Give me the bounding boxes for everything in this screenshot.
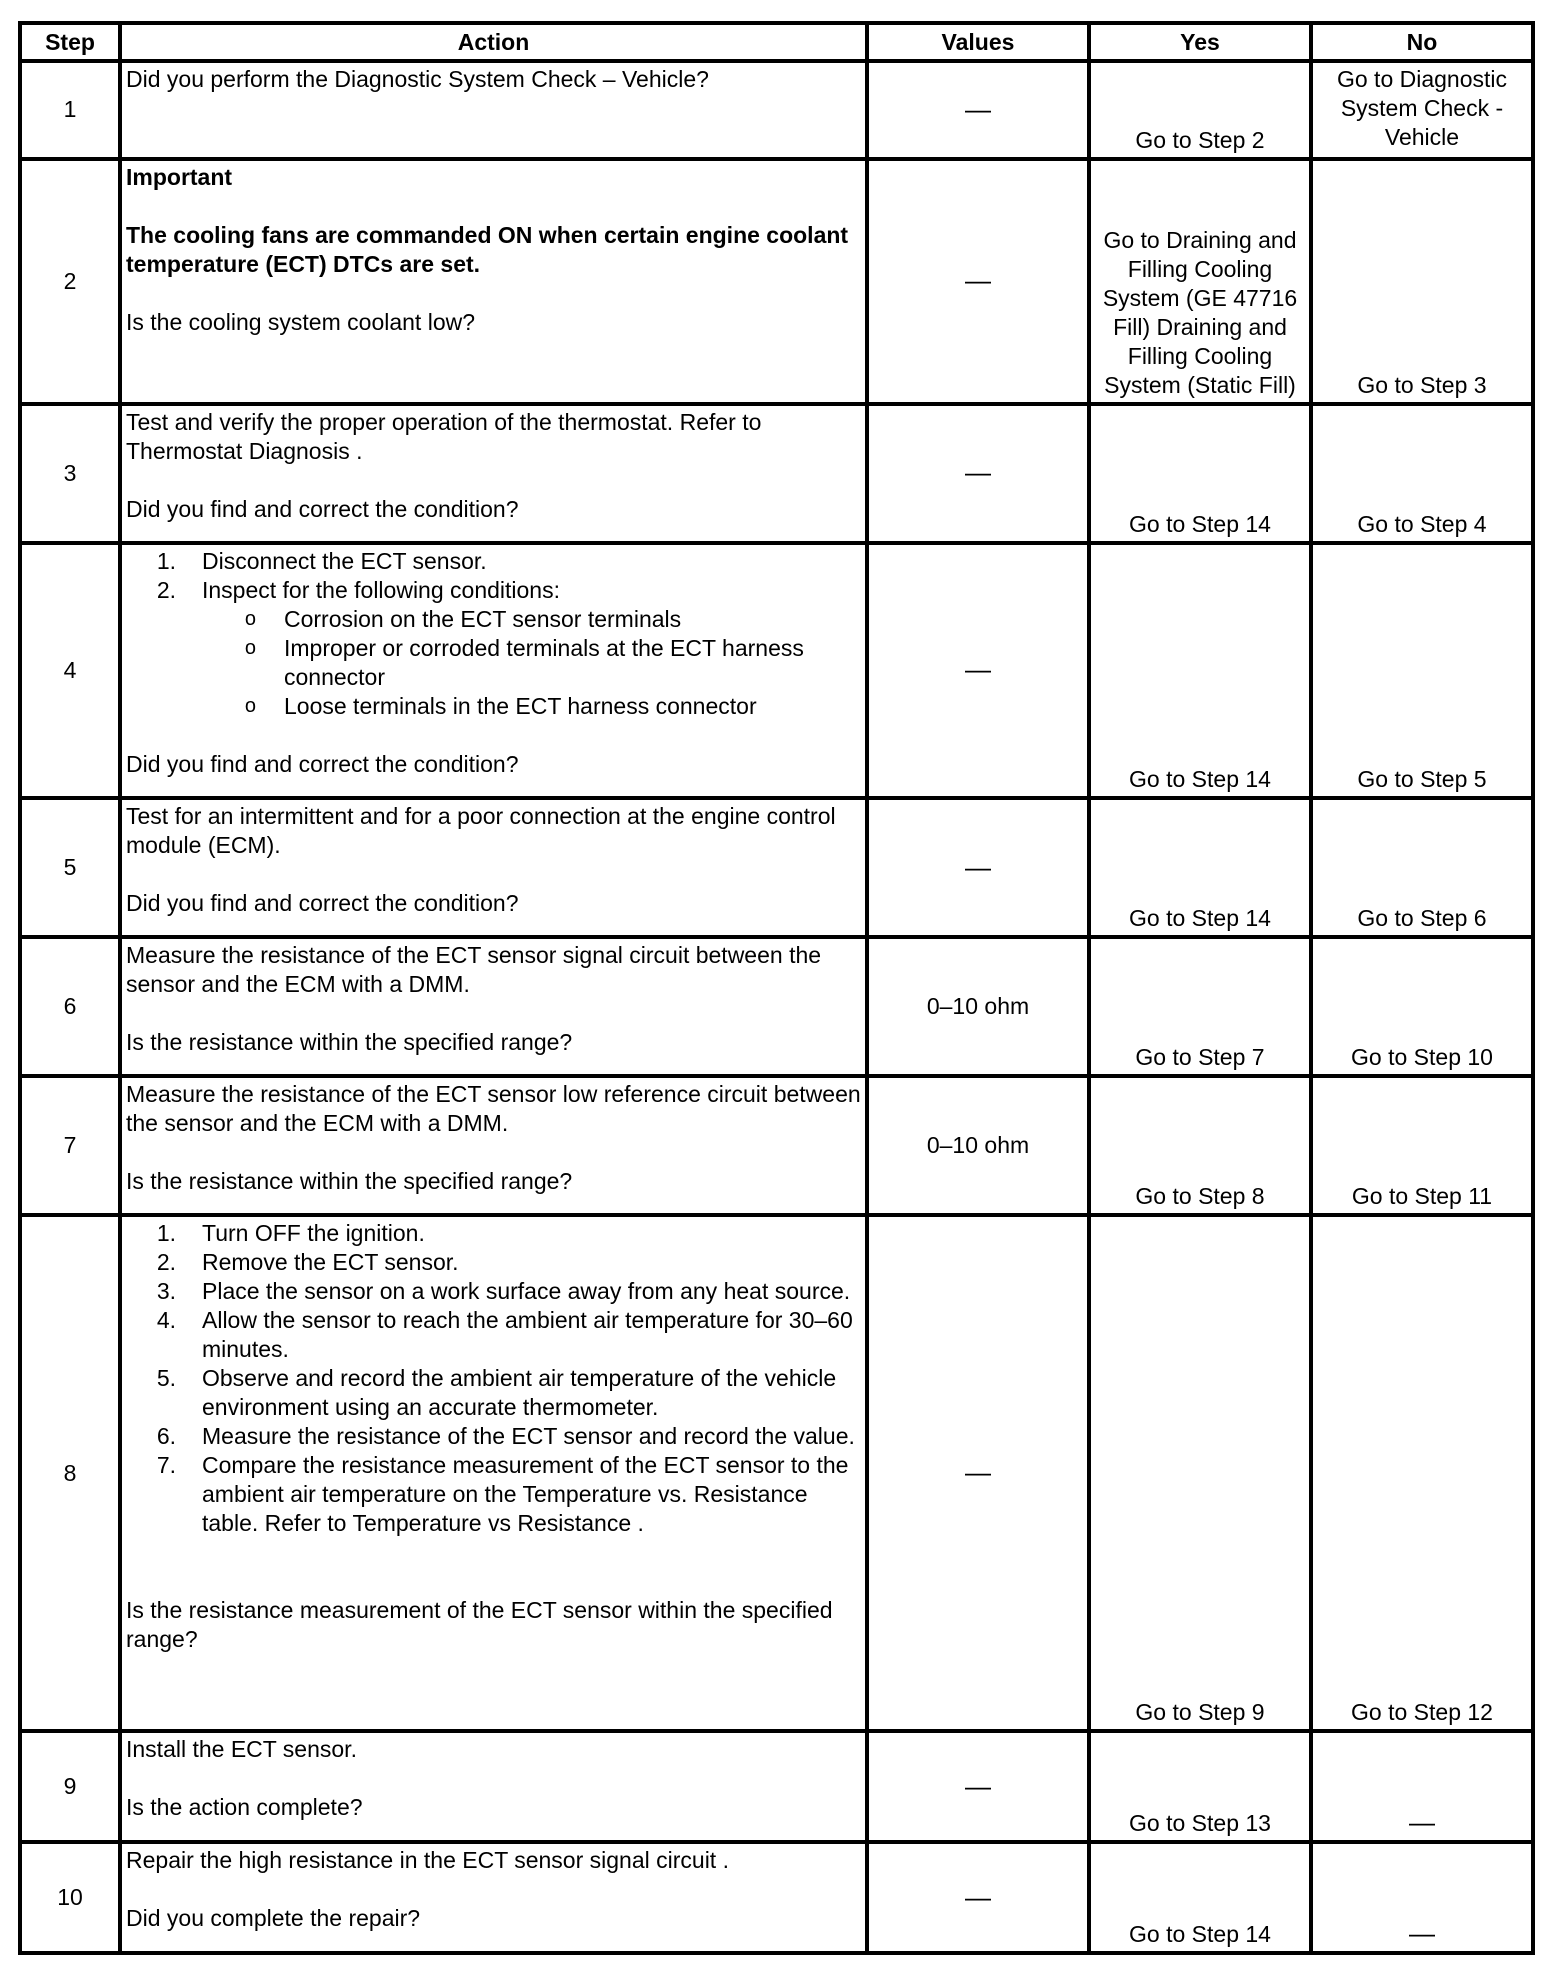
action-cell [120, 159, 867, 404]
step-number: 6 [20, 937, 120, 1076]
action-question: Did you find and correct the condition? [126, 495, 519, 522]
no-cell: Go to Step 10 [1311, 937, 1533, 1076]
yes-cell: Go to Step 13 [1089, 1731, 1311, 1842]
table-row [20, 1842, 1533, 1953]
action-cell [120, 1215, 867, 1731]
step-number: 7 [20, 1076, 120, 1215]
table-row [20, 1215, 1533, 1731]
action-text: Test and verify the proper operation of the thermostat. Refer to Thermostat Diagnosis . [126, 408, 762, 464]
action-cell [120, 404, 867, 543]
no-dash: — [1409, 1807, 1435, 1838]
step-number: 9 [20, 1731, 120, 1842]
yes-cell: Go to Step 8 [1089, 1076, 1311, 1215]
action-cell [120, 1731, 867, 1842]
numbered-list [126, 547, 861, 605]
table-row [20, 404, 1533, 543]
header-step: Step [20, 23, 120, 61]
no-cell [1311, 1842, 1533, 1953]
table-row [20, 1076, 1533, 1215]
important-text: The cooling fans are commanded ON when certain engine coolant temperature (ECT) DTCs are set. [126, 221, 849, 277]
list-item: 4. Allow the sensor to reach the ambient air temperature for 30–60 minutes. [156, 1307, 853, 1363]
action-text: Measure the resistance of the ECT sensor low reference circuit between the sensor and the ECM with a DMM. [126, 1081, 861, 1137]
list-item: 1. Turn OFF the ignition. [156, 1220, 425, 1247]
yes-cell: Go to Step 14 [1089, 543, 1311, 799]
list-item: o Improper or corroded terminals at the ECT harness connector [126, 634, 861, 692]
table-row [20, 1731, 1533, 1842]
list-item: 2. Remove the ECT sensor. [156, 1249, 459, 1276]
action-text: Install the ECT sensor. [126, 1736, 357, 1763]
action-cell [120, 543, 867, 799]
header-yes: Yes [1089, 23, 1311, 61]
action-question: Did you find and correct the condition? [126, 890, 519, 917]
values-dash: — [965, 265, 991, 296]
step-number: 1 [20, 61, 120, 159]
bullet-icon: o [244, 607, 256, 630]
list-item: 7. Compare the resistance measurement of the ECT sensor to the ambient air temperature on the Temperature vs. Resistance table. Refer to Temperature vs Resistance . [156, 1452, 849, 1537]
numbered-list [126, 1219, 861, 1538]
yes-cell: Go to Step 7 [1089, 937, 1311, 1076]
header-values: Values [867, 23, 1089, 61]
action-question: Is the resistance measurement of the ECT sensor within the specified range? [126, 1597, 833, 1653]
values-cell [867, 798, 1089, 937]
header-action: Action [120, 23, 867, 61]
no-cell: Go to Step 11 [1311, 1076, 1533, 1215]
list-item: 5. Observe and record the ambient air temperature of the vehicle environment using an accurate thermometer. [156, 1365, 837, 1421]
table-row [20, 798, 1533, 937]
diagnostic-table [18, 21, 1535, 1955]
yes-cell: Go to Step 14 [1089, 798, 1311, 937]
table-row [20, 159, 1533, 404]
yes-cell: Go to Draining and Filling Cooling System (GE 47716 Fill) Draining and Filling Cooling System (Static Fill) [1089, 159, 1311, 404]
bullet-icon: o [244, 636, 256, 659]
bullet-list [126, 605, 861, 721]
no-dash: — [1409, 1918, 1435, 1948]
step-number: 4 [20, 543, 120, 799]
values-dash: — [965, 1881, 991, 1912]
values-cell [867, 1731, 1089, 1842]
values-cell [867, 1842, 1089, 1953]
action-cell [120, 1076, 867, 1215]
action-text: Did you perform the Diagnostic System Check – Vehicle? [126, 66, 709, 92]
yes-cell: Go to Step 14 [1089, 1842, 1311, 1953]
values-cell [867, 61, 1089, 159]
action-cell [120, 937, 867, 1076]
no-cell: Go to Step 6 [1311, 798, 1533, 937]
action-cell [120, 61, 867, 159]
values-cell: 0–10 ohm [867, 1076, 1089, 1215]
list-item: 2. Inspect for the following conditions: [156, 576, 560, 603]
action-cell [120, 1842, 867, 1953]
values-dash: — [965, 1770, 991, 1801]
header-row [20, 23, 1533, 61]
table-row [20, 543, 1533, 799]
bullet-icon: o [244, 694, 256, 717]
table-row [20, 937, 1533, 1076]
action-text: Repair the high resistance in the ECT sensor signal circuit . [126, 1847, 729, 1874]
list-item: 1. Disconnect the ECT sensor. [156, 547, 487, 574]
no-cell [1311, 1731, 1533, 1842]
header-no: No [1311, 23, 1533, 61]
action-text: Test for an intermittent and for a poor connection at the engine control module (ECM). [126, 803, 836, 859]
no-cell: Go to Step 3 [1311, 159, 1533, 404]
table-row [20, 61, 1533, 159]
values-cell [867, 404, 1089, 543]
no-cell: Go to Step 4 [1311, 404, 1533, 543]
yes-cell: Go to Step 9 [1089, 1215, 1311, 1731]
step-number: 10 [20, 1842, 120, 1953]
action-question: Is the cooling system coolant low? [126, 308, 476, 335]
values-dash: — [965, 93, 991, 124]
list-item: 3. Place the sensor on a work surface away from any heat source. [156, 1278, 851, 1305]
action-cell [120, 798, 867, 937]
no-cell: Go to Diagnostic System Check - Vehicle [1311, 61, 1533, 159]
values-cell [867, 543, 1089, 799]
action-question: Is the action complete? [126, 1794, 363, 1821]
action-question: Did you find and correct the condition? [126, 750, 519, 777]
no-cell: Go to Step 5 [1311, 543, 1533, 799]
step-number: 2 [20, 159, 120, 404]
no-cell: Go to Step 12 [1311, 1215, 1533, 1731]
step-number: 8 [20, 1215, 120, 1731]
list-item: 6. Measure the resistance of the ECT sensor and record the value. [156, 1423, 855, 1450]
values-cell [867, 159, 1089, 404]
action-question: Did you complete the repair? [126, 1905, 421, 1932]
values-cell [867, 1215, 1089, 1731]
values-dash: — [965, 654, 991, 685]
values-cell: 0–10 ohm [867, 937, 1089, 1076]
values-dash: — [965, 1457, 991, 1488]
step-number: 3 [20, 404, 120, 543]
action-question: Is the resistance within the specified range? [126, 1029, 573, 1056]
values-dash: — [965, 851, 991, 882]
list-item: o Corrosion on the ECT sensor terminals [126, 605, 861, 634]
step-number: 5 [20, 798, 120, 937]
action-question: Is the resistance within the specified range? [126, 1168, 573, 1195]
action-text: Measure the resistance of the ECT sensor signal circuit between the sensor and the ECM with a DMM. [126, 942, 822, 998]
important-label: Important [126, 163, 233, 190]
list-item: o Loose terminals in the ECT harness connector [126, 692, 861, 721]
yes-cell: Go to Step 2 [1089, 61, 1311, 159]
yes-cell: Go to Step 14 [1089, 404, 1311, 543]
values-dash: — [965, 457, 991, 488]
